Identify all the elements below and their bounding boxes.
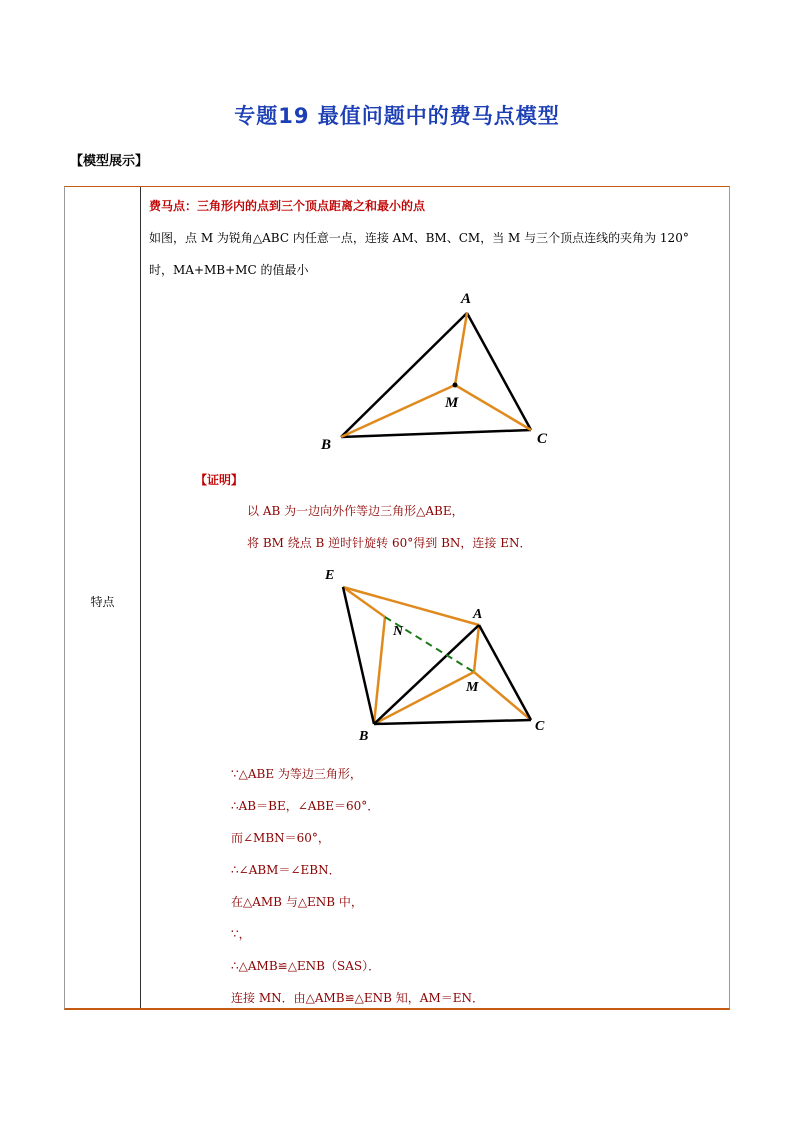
label-a: A xyxy=(461,291,472,307)
segment-nb xyxy=(374,617,385,724)
label-b: B xyxy=(359,729,369,743)
proof-intro-2: 将 BM 绕点 B 逆时针旋转 60°得到 BN，连接 EN． xyxy=(247,536,532,550)
edge-bc xyxy=(374,720,531,724)
column-divider xyxy=(140,187,141,1008)
edge-bc xyxy=(341,430,531,437)
edge-ab xyxy=(374,625,479,724)
proof-figure xyxy=(315,563,555,743)
label-m: M xyxy=(445,395,459,411)
content-table xyxy=(64,186,730,1010)
proof-step-2: ∴AB＝BE，∠ABE＝60°． xyxy=(231,799,380,813)
segment-ma xyxy=(474,625,479,672)
proof-step-1: ∵△ABE 为等边三角形， xyxy=(231,767,362,781)
proof-intro-1: 以 AB 为一边向外作等边三角形△ABE， xyxy=(247,504,464,518)
proof-step-5: 在△AMB 与△ENB 中， xyxy=(231,895,363,909)
label-n: N xyxy=(393,624,404,639)
segment-mb xyxy=(374,672,474,724)
segment-mc xyxy=(474,672,531,720)
edge-eb xyxy=(343,587,374,724)
proof-step-6: ∵， xyxy=(231,927,251,941)
label-a: A xyxy=(473,607,483,622)
proof-label: 【证明】 xyxy=(195,473,244,487)
proof-step-3: 而∠MBN＝60°， xyxy=(231,831,330,845)
edge-ea xyxy=(343,587,479,625)
label-c: C xyxy=(535,719,545,734)
edge-ab xyxy=(341,313,467,437)
intro-heading: 费马点：三角形内的点到三个顶点距离之和最小的点 xyxy=(149,199,426,213)
edge-ac xyxy=(479,625,531,720)
section-label: 【模型展示】 xyxy=(70,154,149,169)
proof-step-4: ∴∠ABM＝∠EBN． xyxy=(231,863,341,877)
label-c: C xyxy=(537,431,548,447)
row-label: 特点 xyxy=(90,595,115,609)
intro-line-2: 时，MA+MB+MC 的值最小 xyxy=(149,263,309,277)
fermat-point-figure xyxy=(305,287,565,457)
segment-mb xyxy=(341,385,455,437)
label-e: E xyxy=(325,568,335,583)
page-title: 专题19 最值问题中的费马点模型 xyxy=(234,104,560,128)
point-m xyxy=(453,383,458,388)
label-b: B xyxy=(321,437,332,453)
label-m: M xyxy=(466,680,479,695)
proof-step-8: 连接 MN．由△AMB≌△ENB 知，AM＝EN． xyxy=(231,991,484,1005)
intro-line-1: 如图，点 M 为锐角△ABC 内任意一点，连接 AM、BM、CM，当 M 与三个顶点连线的夹角为 120° xyxy=(149,231,689,245)
proof-step-7: ∴△AMB≌△ENB（SAS）． xyxy=(231,959,381,973)
